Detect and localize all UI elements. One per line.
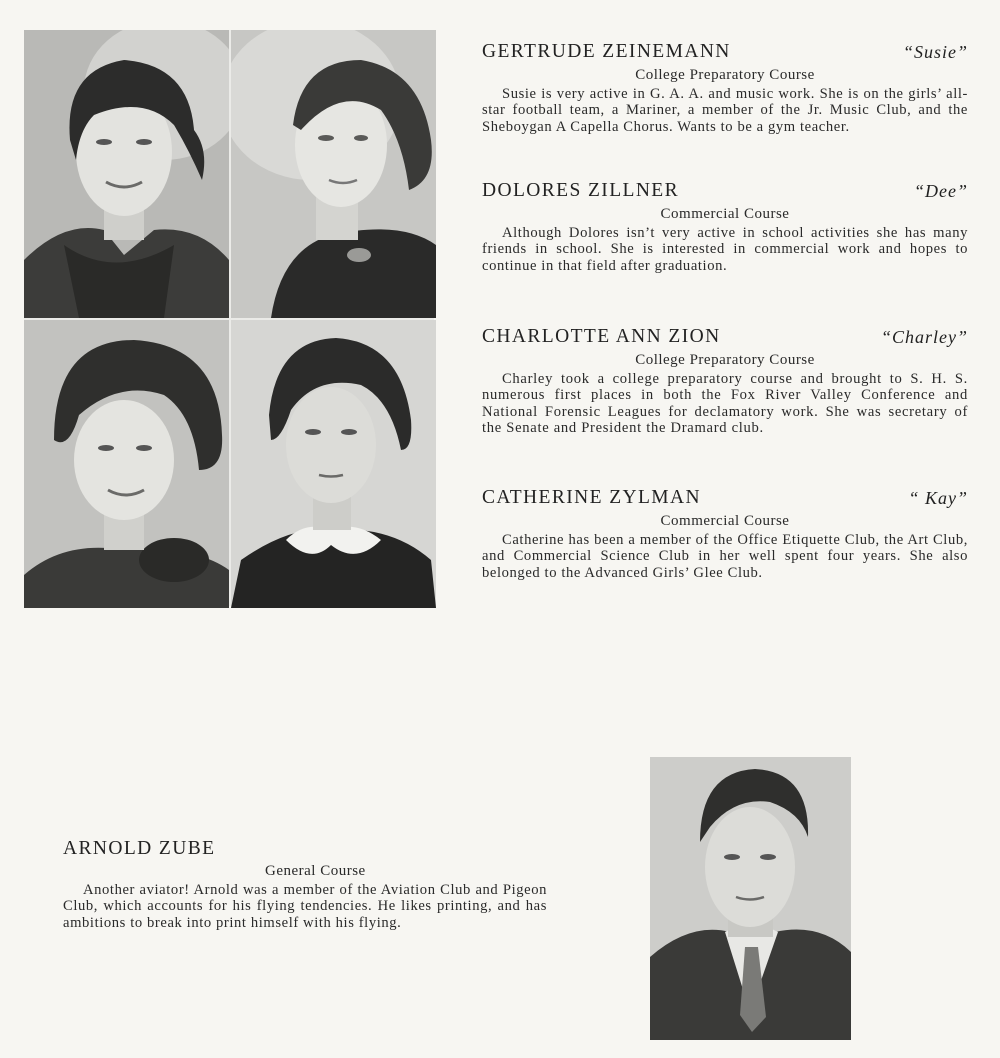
student-course: Commercial Course	[660, 206, 790, 222]
student-bio: Although Dolores isn’t very active in school activities she has many friends in school. She is interested in commercial work and hopes to continue in that field after graduation.	[482, 225, 968, 274]
student-name: ARNOLD ZUBE	[63, 838, 216, 859]
student-course: Commercial Course	[660, 513, 790, 529]
bio-charlotte-ann-zion	[482, 326, 968, 436]
portrait-dolores-zillner	[231, 30, 436, 318]
student-course: College Preparatory Course	[635, 352, 815, 368]
portrait-catherine-zylman	[231, 320, 436, 608]
student-bio: Another aviator! Arnold was a member of the Aviation Club and Pigeon Club, which accounts for his flying tendencies. He likes printing, and has ambitions to break into print himself with his flying.	[63, 882, 547, 931]
bio-gertrude-zeinemann	[482, 41, 968, 135]
student-name: DOLORES ZILLNER	[482, 180, 680, 201]
portrait-grid	[24, 30, 434, 606]
student-bio: Catherine has been a member of the Office Etiquette Club, the Art Club, and Commercial Science Club in her well spent four years. She also belonged to the Advanced Girls’ Glee Club.	[482, 532, 968, 581]
student-bio: Susie is very active in G. A. A. and music work. She is on the girls’ all-star football team, a Mariner, a member of the Jr. Music Club, and the Sheboygan A Capella Chorus. Wants to be a gym teacher.	[482, 86, 968, 135]
student-name: CATHERINE ZYLMAN	[482, 487, 702, 508]
bio-catherine-zylman	[482, 487, 968, 581]
student-bio: Charley took a college preparatory course and brought to S. H. S. numerous first places in both the Fox River Valley Conference and National Forensic Leagues for declamatory work. She was secretary of the Senate and President the Dramard club.	[482, 371, 968, 436]
student-nickname: “Dee”	[914, 181, 968, 201]
student-nickname: “Charley”	[880, 327, 968, 347]
bio-arnold-zube	[63, 838, 547, 931]
student-name: CHARLOTTE ANN ZION	[482, 326, 721, 347]
student-course: College Preparatory Course	[635, 67, 815, 83]
student-name: GERTRUDE ZEINEMANN	[482, 41, 731, 62]
student-course: General Course	[265, 863, 366, 879]
bio-dolores-zillner	[482, 180, 968, 274]
portrait-gertrude-zeinemann	[24, 30, 229, 318]
student-nickname: “Susie”	[902, 42, 968, 62]
portrait-arnold-zube	[650, 757, 851, 1040]
portrait-charlotte-ann-zion	[24, 320, 229, 608]
student-nickname: “ Kay”	[908, 488, 968, 508]
